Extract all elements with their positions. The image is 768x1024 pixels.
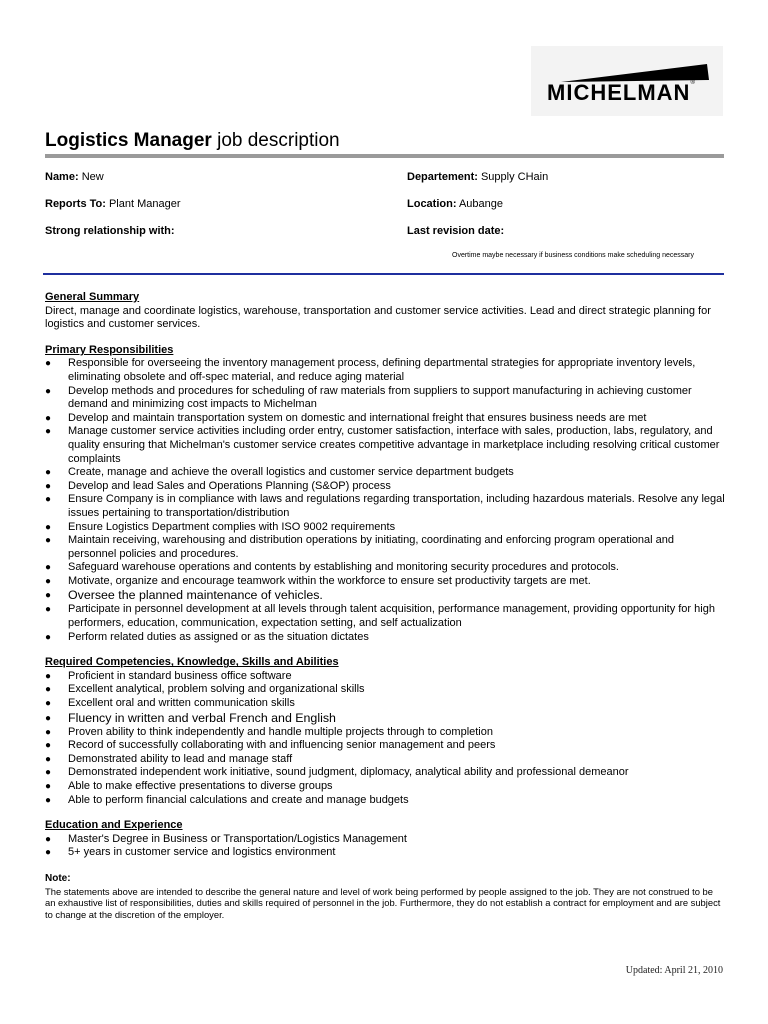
bullet-icon: ●	[45, 480, 52, 492]
list-item: ● Develop and maintain transportation system on domestic and international freight that ensures business needs are met	[45, 411, 647, 424]
reports-to-label: Reports To:	[45, 198, 106, 210]
logo-text: MICHELMAN	[547, 80, 691, 105]
bullet-icon: ●	[45, 604, 52, 616]
job-description-body	[45, 291, 725, 920]
list-item: ● Able to perform financial calculations and create and manage budgets	[45, 793, 409, 806]
note-heading: Note:	[45, 872, 71, 884]
name-value: New	[81, 171, 104, 183]
list-item: ● Oversee the planned maintenance of vehicles.	[45, 588, 323, 603]
bullet-icon: ●	[45, 698, 52, 710]
header-divider	[43, 273, 724, 275]
education-heading: Education and Experience	[45, 819, 183, 832]
bullet-icon: ●	[45, 833, 52, 845]
list-item: ● Motivate, organize and encourage teamwork within the workforce to ensure set productivity targets are met.	[45, 574, 591, 587]
logo-registered-mark: ®	[690, 80, 696, 86]
reports-to-value: Plant Manager	[108, 198, 181, 210]
list-item: ● Develop methods and procedures for scheduling of raw materials from suppliers to support manufacturing in achieving customer demand and minimizing cost impacts to Michelman	[45, 384, 692, 411]
bullet-icon: ●	[45, 631, 52, 643]
bullet-icon: ●	[45, 562, 52, 574]
primary-responsibilities-heading: Primary Responsibilities	[45, 343, 174, 356]
bullet-icon: ●	[45, 412, 52, 424]
list-item: ● Manage customer service activities including order entry, customer satisfaction, interface with sales, production, labs, regulatory, and quality ensuring that Michelman's customer service creates competitive advantage in marketplace including resolving critical customer complaints	[45, 425, 720, 465]
bullet-icon: ●	[45, 590, 52, 602]
bullet-icon: ●	[45, 521, 52, 533]
list-item: ● Demonstrated ability to lead and manage staff	[45, 752, 293, 765]
michelman-logo	[531, 46, 723, 116]
list-item: ● Master's Degree in Business or Transportation/Logistics Management	[45, 832, 407, 845]
bullet-icon: ●	[45, 767, 52, 779]
list-item: ● Excellent oral and written communication skills	[45, 697, 295, 710]
list-item: ● Responsible for overseeing the inventory management process, defining departmental strategies for appropriate inventory levels, eliminating obsolete and off-spec material, and reduce aging material	[45, 357, 696, 383]
title-divider	[45, 154, 724, 158]
competencies-heading: Required Competencies, Knowledge, Skills and Abilities	[45, 656, 339, 669]
list-item: ● Create, manage and achieve the overall logistics and customer service department budgets	[45, 466, 514, 479]
bullet-icon: ●	[45, 712, 52, 724]
department-label: Departement:	[407, 171, 478, 183]
list-item: ● Record of successfully collaborating with and influencing senior management and peers	[45, 739, 496, 752]
revision-date-label: Last revision date:	[407, 225, 505, 237]
bullet-icon: ●	[45, 781, 52, 792]
bullet-icon: ●	[45, 740, 52, 752]
list-item: ● Able to make effective presentations to diverse groups	[45, 780, 333, 792]
name-label: Name:	[45, 171, 79, 183]
list-item: ● 5+ years in customer service and logistics environment	[45, 846, 336, 859]
bullet-icon: ●	[45, 726, 52, 738]
list-item: ● Ensure Company is in compliance with laws and regulations regarding transportation, including hazardous materials. Resolve any legal issues pertaining to transportation/distribution	[45, 493, 725, 519]
general-summary-text: Direct, manage and coordinate logistics, warehouse, transportation and customer service activities. Lead and direct strategic planning for logistics and customer services.	[45, 304, 711, 331]
list-item: ● Fluency in written and verbal French and English	[45, 710, 336, 725]
location-value: Aubange	[458, 198, 503, 210]
bullet-icon: ●	[45, 358, 52, 370]
bullet-icon: ●	[45, 670, 52, 682]
updated-date: Updated: April 21, 2010	[625, 965, 723, 976]
bullet-icon: ●	[45, 684, 52, 696]
list-item: ● Excellent analytical, problem solving and organizational skills	[45, 683, 365, 696]
list-item: ● Perform related duties as assigned or as the situation dictates	[45, 630, 369, 643]
bullet-icon: ●	[45, 494, 52, 506]
revision-date-field	[407, 225, 504, 237]
reports-to-field	[45, 198, 181, 210]
general-summary-heading: General Summary	[45, 291, 140, 303]
name-field	[45, 171, 104, 183]
relationship-field	[45, 225, 175, 237]
title-suffix: job description	[217, 130, 340, 151]
bullet-icon: ●	[45, 847, 52, 859]
bullet-icon: ●	[45, 426, 52, 438]
department-field	[407, 171, 548, 183]
bullet-icon: ●	[45, 794, 52, 806]
list-item: ● Participate in personnel development at all levels through talent acquisition, performance management, providing opportunity for high performers, education, communication, expectation setting, and self actualization	[45, 603, 715, 630]
education-list	[45, 833, 725, 860]
relationship-label: Strong relationship with:	[45, 225, 175, 237]
bullet-icon: ●	[45, 535, 52, 547]
list-item: ● Proven ability to think independently and handle multiple projects through to completion	[45, 725, 493, 738]
bullet-icon: ●	[45, 385, 52, 397]
location-label: Location:	[407, 198, 457, 210]
title-job: Logistics Manager	[45, 130, 212, 151]
overtime-note: Overtime maybe necessary if business conditions make scheduling necessary	[452, 252, 695, 259]
list-item: ● Maintain receiving, warehousing and distribution operations by initiating, coordinating and enforcing program operational and personnel policies and procedures.	[45, 534, 674, 560]
primary-responsibilities-list	[45, 357, 725, 644]
bullet-icon: ●	[45, 753, 52, 765]
page-title	[45, 130, 340, 152]
list-item: ● Proficient in standard business office software	[45, 669, 292, 682]
list-item: ● Ensure Logistics Department complies with ISO 9002 requirements	[45, 520, 396, 533]
department-value: Supply CHain	[480, 171, 549, 183]
bullet-icon: ●	[45, 575, 52, 587]
bullet-icon: ●	[45, 467, 52, 479]
location-field	[407, 198, 503, 210]
list-item: ● Safeguard warehouse operations and contents by establishing and monitoring security procedures and protocols.	[45, 561, 619, 574]
list-item: ● Demonstrated independent work initiative, sound judgment, diplomacy, analytical ability and professional demeanor	[45, 766, 629, 779]
competencies-list	[45, 670, 725, 807]
list-item: ● Develop and lead Sales and Operations Planning (S&OP) process	[45, 479, 391, 492]
note-text: The statements above are intended to describe the general nature and level of work being performed by people assigned to the job. They are not construed to be an exhaustive list of responsibilities, duties and skills required of personnel in the job. Furthermore, they do not establish a contract for employment and are subject to change at the discretion of the employer.	[45, 885, 721, 920]
